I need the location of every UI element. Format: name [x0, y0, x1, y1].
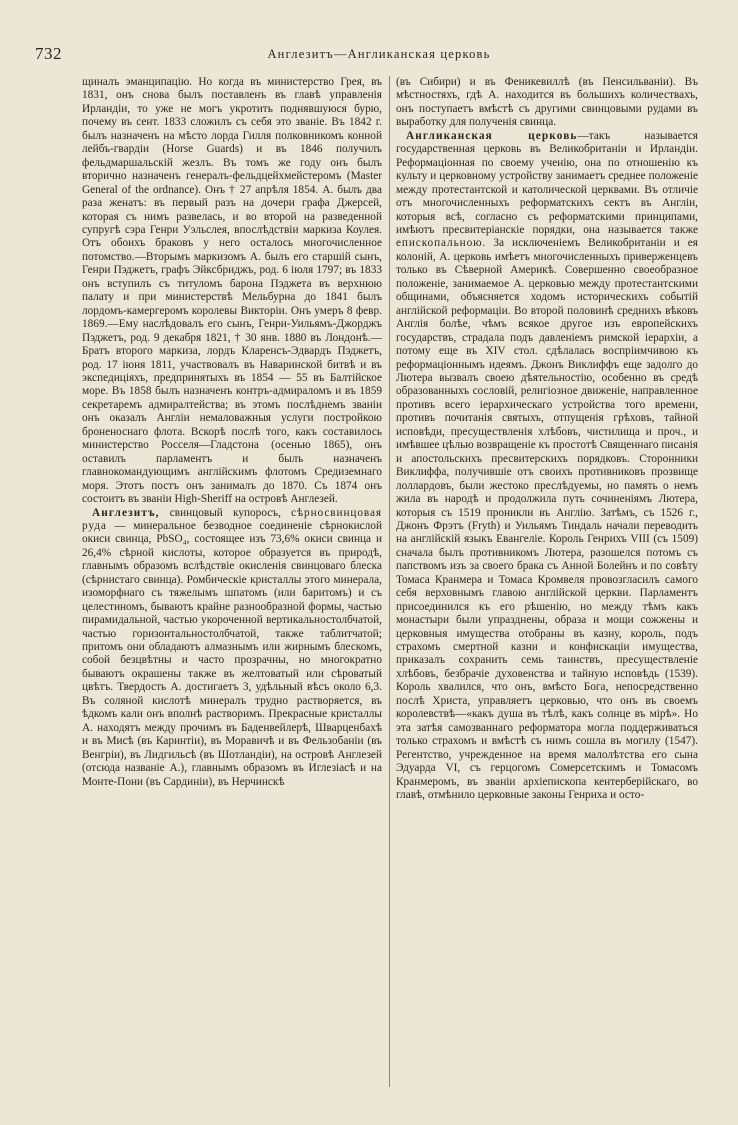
right-paragraph-1: (въ Сибири) и въ Феникевиллѣ (въ Пенсильваніи). Въ мѣстностяхъ, гдѣ А. находится въ большихъ количествахъ, онъ поступаетъ вмѣстѣ съ другими свинцовыми рудами въ выработку для полученія свинца. [396, 76, 698, 129]
entry-anglesite-text: — минеральное безводное соединеніе сѣрнокислой окиси свинца, PbSO₄, состоящее изъ 73,6% окиси свинца и 26,4% сѣрной кислоты, которое образуется въ природѣ, главнымъ образомъ вслѣдствіе окисленія свинцоваго блеска (сѣрнистаго свинца). Ромбическіе кристаллы этого минерала, изоморфнаго съ тяжелымъ шпатомъ (или баритомъ) и съ целестиномъ, бываютъ крайне разнообразной формы, частью пирамидальной, частью укороченной вертикальностолбчатой, частью горизонтальностолбчатой, также таблитчатой; притомъ они обладаютъ алмазнымъ или жирнымъ блескомъ, собой безцвѣтны и часто прозрачны, но многократно бываютъ окрашены также въ желтоватый или сѣроватый цвѣтъ. Твердость А. достигаетъ 3, удѣльный вѣсъ около 6,3. Въ соляной кислотѣ минералъ трудно растворяется, въ ѣдкомъ кали онъ вполнѣ растворимъ. Прекрасные кристаллы А. находятъ между прочимъ въ Баденвейлерѣ, Шварценбахѣ и въ Мисѣ (въ Каринтіи), въ Моравичѣ и въ Фельзобаніи (въ Венгріи), въ Лидгильсѣ (въ Шотландіи), на островѣ Англезей (отсюда названіе А.), главнымъ образомъ въ Иглезіасѣ и на Монте-Пони (въ Сардиніи), въ Нерчинскѣ [82, 519, 382, 788]
headword-anglican-church: Англиканская церковь [406, 129, 578, 142]
entry-anglican-spaced: епископальною [396, 237, 483, 250]
entry-anglican-text-2: . За исключеніемъ Великобританіи и ея колоній, А. церковь имѣетъ многочисленныхъ приверженцевъ только въ Сѣверной Америкѣ. Совершенно своеобразное положеніе, занимаемое А. церковью между протестантскими общинами, объясняется ходомъ историческихъ событій англійской реформаціи. Во второй половинѣ среднихъ вѣковъ Англія болѣе, чѣмъ всякое другое изъ европейскихъ государствъ, страдала подъ давленіемъ римской іерархіи, а потому еще въ XIV стол. сдѣлалась воспріимчивою къ реформаціоннымъ идеямъ. Джонъ Виклиффъ еще задолго до Лютера вызвалъ своею дѣятельностію, особенно въ средѣ образованныхъ сословій, религіозное движеніе, направленное противъ всего іерархическаго устройства того времени, противъ почитанія святыхъ, отпущенія грѣховъ, тайной исповѣди, пресуществленія хлѣбовъ, чистилища и проч., и имѣвшее цѣлью возвращеніе къ простотѣ Священнаго писанія и апостольскихъ пресвитерскихъ порядковъ. Сторонники Виклиффа, получившіе отъ своихъ противниковъ прозвище лоллардовъ, были жестоко преслѣдуемы, но память о немъ жила въ народѣ и продолжила путь сочиненіямъ Лютера, которыя съ 1519 проникли въ Англію. Затѣмъ, съ 1526 г., Джонъ Фрэтъ (Fryth) и Уильямъ Тиндаль начали переводить на англійскій языкъ Евангеліе. Король Генрихъ VIII (съ 1509) сначала былъ противникомъ Лютера, разошелся потомъ съ папствомъ изъ за своего брака съ Анной Болейнъ и по совѣту Томаса Кранмера и Томаса Кромвеля провозгласилъ самого себя верховнымъ главою англійской церкви. Парламентъ присоединился къ его рѣшенію, но между тѣмъ какъ монастыри были упразднены, образа и мощи сожжены и церковныя имущества отобраны въ казну, король, подъ страхомъ смертной казни и конфискаціи имущества, приказалъ сохранить семь таинствъ, пресуществленіе хлѣбовъ, безбрачіе духовенства и тайную исповѣдь (1539). Король хвалился, что онъ, вмѣсто Бога, непосредственно послѣ Христа, управляетъ церковью, что онъ въ своемъ королевствѣ—«какъ душа въ тѣлѣ, какъ солнце въ мірѣ». Но эта затѣя самозваннаго реформатора могла поддерживаться только страхомъ и вмѣстѣ съ нимъ сошла въ могилу (1547). Регентство, учрежденное на время малолѣтства его сына Эдуарда VI, съ герцогомъ Сомерсетскимъ и Томасомъ Кранмеромъ, въ званіи архіепископа кентерберійскаго, во главѣ, отмѣнило церковные законы Генриха и осто- [396, 237, 698, 802]
left-column [82, 76, 382, 789]
page-number: 732 [35, 44, 62, 63]
entry-anglesite-synonym: сѣрносвинцовая руда [82, 506, 382, 532]
entry-anglican-text: —такъ называется государственная церковь въ Великобританіи и Ирландіи. Реформаціонная по своему ученію, она по отношенію къ культу и церковному устройству занимаетъ среднее положеніе между протестантской и католической церквами. Въ отличіе отъ многочисленныхъ реформатскихъ сектъ въ Англіи, которыя всѣ, согласно съ реформатскими принципами, имѣютъ пресвитеріанскіе порядки, она называется также [396, 129, 699, 236]
column-divider [389, 76, 390, 1087]
running-head: Англезитъ—Англиканская церковь [267, 47, 491, 61]
left-paragraph-1: щиналъ эманципацію. Но когда въ министерство Грея, въ 1831, онъ снова былъ поставленъ въ главѣ управленія Ирландіи, то уже не могъ укротить поднявшуюся бурю, почему въ сент. 1833 сложилъ съ себя это званіе. Въ 1842 г. былъ назначенъ на мѣсто лорда Гилля полковникомъ конной лейбъ-гвардіи (Horse Guards) и въ 1846 получилъ фельдмаршальскій жезлъ. Въ томъ же году онъ былъ вторично назначенъ генералъ-фельдцейхмейстеромъ (Master General of the ordnance). Онъ † 27 апрѣля 1854. А. былъ два раза женатъ: въ первый разъ на дочери графа Джерсей, которая съ нимъ развелась, и во второй на разведенной супругѣ сэра Генри Уэльслея, впослѣдствіи маркиза Коулея. Отъ обоихъ браковъ у него осталось многочисленное потомство.—Вторымъ маркизомъ А. былъ его старшій сынъ, Генри Пэджетъ, графъ Эйксбриджъ, род. 6 іюля 1797; въ 1833 онъ вступилъ съ титуломъ барона Пэджета въ верхнюю палату и при министерствѣ Мельбурна до 1841 былъ лордомъ-камергеромъ королевы Викторіи. Онъ умеръ 8 февр. 1869.—Ему наслѣдовалъ его сынъ, Генри-Уильямъ-Джорджъ Пэджетъ, род. 9 декабря 1821, † 30 янв. 1880 въ Лондонѣ.—Братъ второго маркиза, лордъ Кларенсъ-Эдвардъ Пэджетъ, род. 17 іюня 1811, участвовалъ въ Наваринской битвѣ и въ экспедиціяхъ, предпринятыхъ въ 1854 — 55 въ Балтійское море. Въ 1858 былъ назначенъ контръ-адмираломъ и въ 1859 секретаремъ адмиралтейства; въ этомъ послѣднемъ званіи онъ оказалъ Англіи немаловажныя услуги постройкою броненоснаго флота. Вскорѣ послѣ того, какъ составилось министерство Росселя—Гладстона (осенью 1865), онъ оставилъ парламентъ и былъ назначенъ главнокомандующимъ англійскимъ флотомъ Средиземнаго моря. Этотъ постъ онъ занималъ до 1870. Съ 1874 онъ состоитъ въ званіи High-Sheriff на островѣ Англезей. [82, 76, 382, 506]
right-column [396, 76, 698, 802]
entry-anglesite-intro: свинцовый купоросъ, [159, 506, 292, 519]
headword-anglesite: Англезитъ, [92, 506, 160, 519]
entry-anglican-church [396, 130, 698, 803]
entry-anglesite [82, 507, 382, 790]
